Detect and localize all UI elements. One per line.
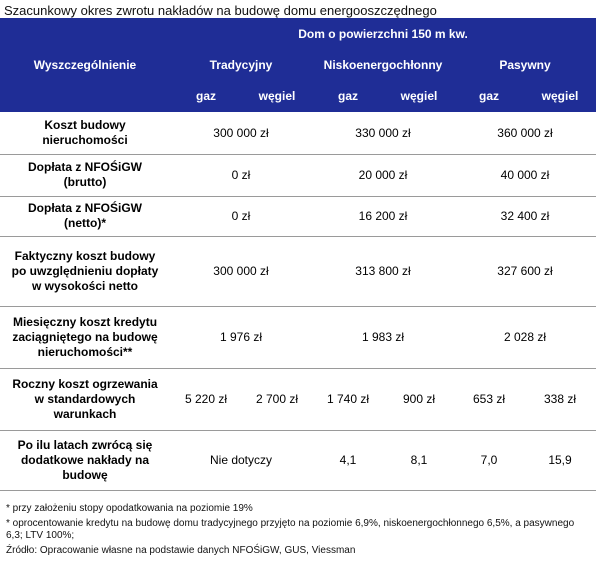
row-label: Dopłata z NFOŚiGW (netto)* bbox=[0, 196, 170, 236]
table-cell: 16 200 zł bbox=[312, 196, 454, 236]
header-fuel: gaz bbox=[312, 80, 384, 112]
header-type-niskoenergochlonny: Niskoenergochłonny bbox=[312, 50, 454, 80]
table-cell: 20 000 zł bbox=[312, 154, 454, 196]
header-group: Dom o powierzchni 150 m kw. bbox=[170, 18, 596, 50]
footnote-credit: * oprocentowanie kredytu na budowę domu tradycyjnego przyjęto na poziomie 6,9%, niskoenergochłonnego 6,5%, a pasywnego 6,3; LTV 100%; bbox=[6, 518, 575, 541]
header-type-pasywny: Pasywny bbox=[454, 50, 596, 80]
table-title: Szacunkowy okres zwrotu nakładów na budowę domu energooszczędnego bbox=[4, 3, 437, 18]
table-row bbox=[0, 306, 596, 368]
table-row bbox=[0, 154, 596, 196]
table-cell: 300 000 zł bbox=[170, 236, 312, 306]
row-label: Miesięczny koszt kredytu zaciągniętego na budowę nieruchomości** bbox=[0, 306, 170, 368]
header-fuel: węgiel bbox=[524, 80, 596, 112]
table-cell: 2 700 zł bbox=[242, 368, 312, 430]
row-label: Roczny koszt ogrzewania w standardowych warunkach bbox=[0, 368, 170, 430]
table-row bbox=[0, 112, 596, 154]
table-cell: Nie dotyczy bbox=[170, 430, 312, 490]
table-row bbox=[0, 196, 596, 236]
table-cell: 40 000 zł bbox=[454, 154, 596, 196]
table-cell: 0 zł bbox=[170, 154, 312, 196]
row-label: Po ilu latach zwrócą się dodatkowe nakłady na budowę bbox=[0, 430, 170, 490]
row-label: Faktyczny koszt budowy po uwzględnieniu dopłaty w wysokości netto bbox=[0, 236, 170, 306]
header-type-tradycyjny: Tradycyjny bbox=[170, 50, 312, 80]
payback-table bbox=[0, 18, 596, 491]
table-cell: 1 976 zł bbox=[170, 306, 312, 368]
header-fuel: węgiel bbox=[242, 80, 312, 112]
table-row bbox=[0, 368, 596, 430]
table-cell: 900 zł bbox=[384, 368, 454, 430]
header-fuel: gaz bbox=[454, 80, 524, 112]
table-cell: 360 000 zł bbox=[454, 112, 596, 154]
footnote-tax: * przy założeniu stopy opodatkowania na poziomie 19% bbox=[6, 503, 253, 514]
table-cell: 0 zł bbox=[170, 196, 312, 236]
table-cell: 313 800 zł bbox=[312, 236, 454, 306]
table-cell: 300 000 zł bbox=[170, 112, 312, 154]
table-cell: 653 zł bbox=[454, 368, 524, 430]
table-cell: 1 983 zł bbox=[312, 306, 454, 368]
table-cell: 1 740 zł bbox=[312, 368, 384, 430]
header-fuel: gaz bbox=[170, 80, 242, 112]
table-cell: 5 220 zł bbox=[170, 368, 242, 430]
table-cell: 7,0 bbox=[454, 430, 524, 490]
table-cell: 327 600 zł bbox=[454, 236, 596, 306]
table-row bbox=[0, 236, 596, 306]
table-cell: 15,9 bbox=[524, 430, 596, 490]
header-fuel: węgiel bbox=[384, 80, 454, 112]
source-note: Źródło: Opracowanie własne na podstawie danych NFOŚiGW, GUS, Viessman bbox=[6, 545, 356, 556]
table-cell: 4,1 bbox=[312, 430, 384, 490]
row-label: Dopłata z NFOŚiGW (brutto) bbox=[0, 154, 170, 196]
footnotes bbox=[6, 503, 592, 560]
table-cell: 338 zł bbox=[524, 368, 596, 430]
header-col-label: Wyszczególnienie bbox=[0, 18, 170, 112]
table-cell: 32 400 zł bbox=[454, 196, 596, 236]
row-label: Koszt budowy nieruchomości bbox=[0, 112, 170, 154]
table-row bbox=[0, 430, 596, 490]
table-cell: 8,1 bbox=[384, 430, 454, 490]
table-cell: 2 028 zł bbox=[454, 306, 596, 368]
table-cell: 330 000 zł bbox=[312, 112, 454, 154]
